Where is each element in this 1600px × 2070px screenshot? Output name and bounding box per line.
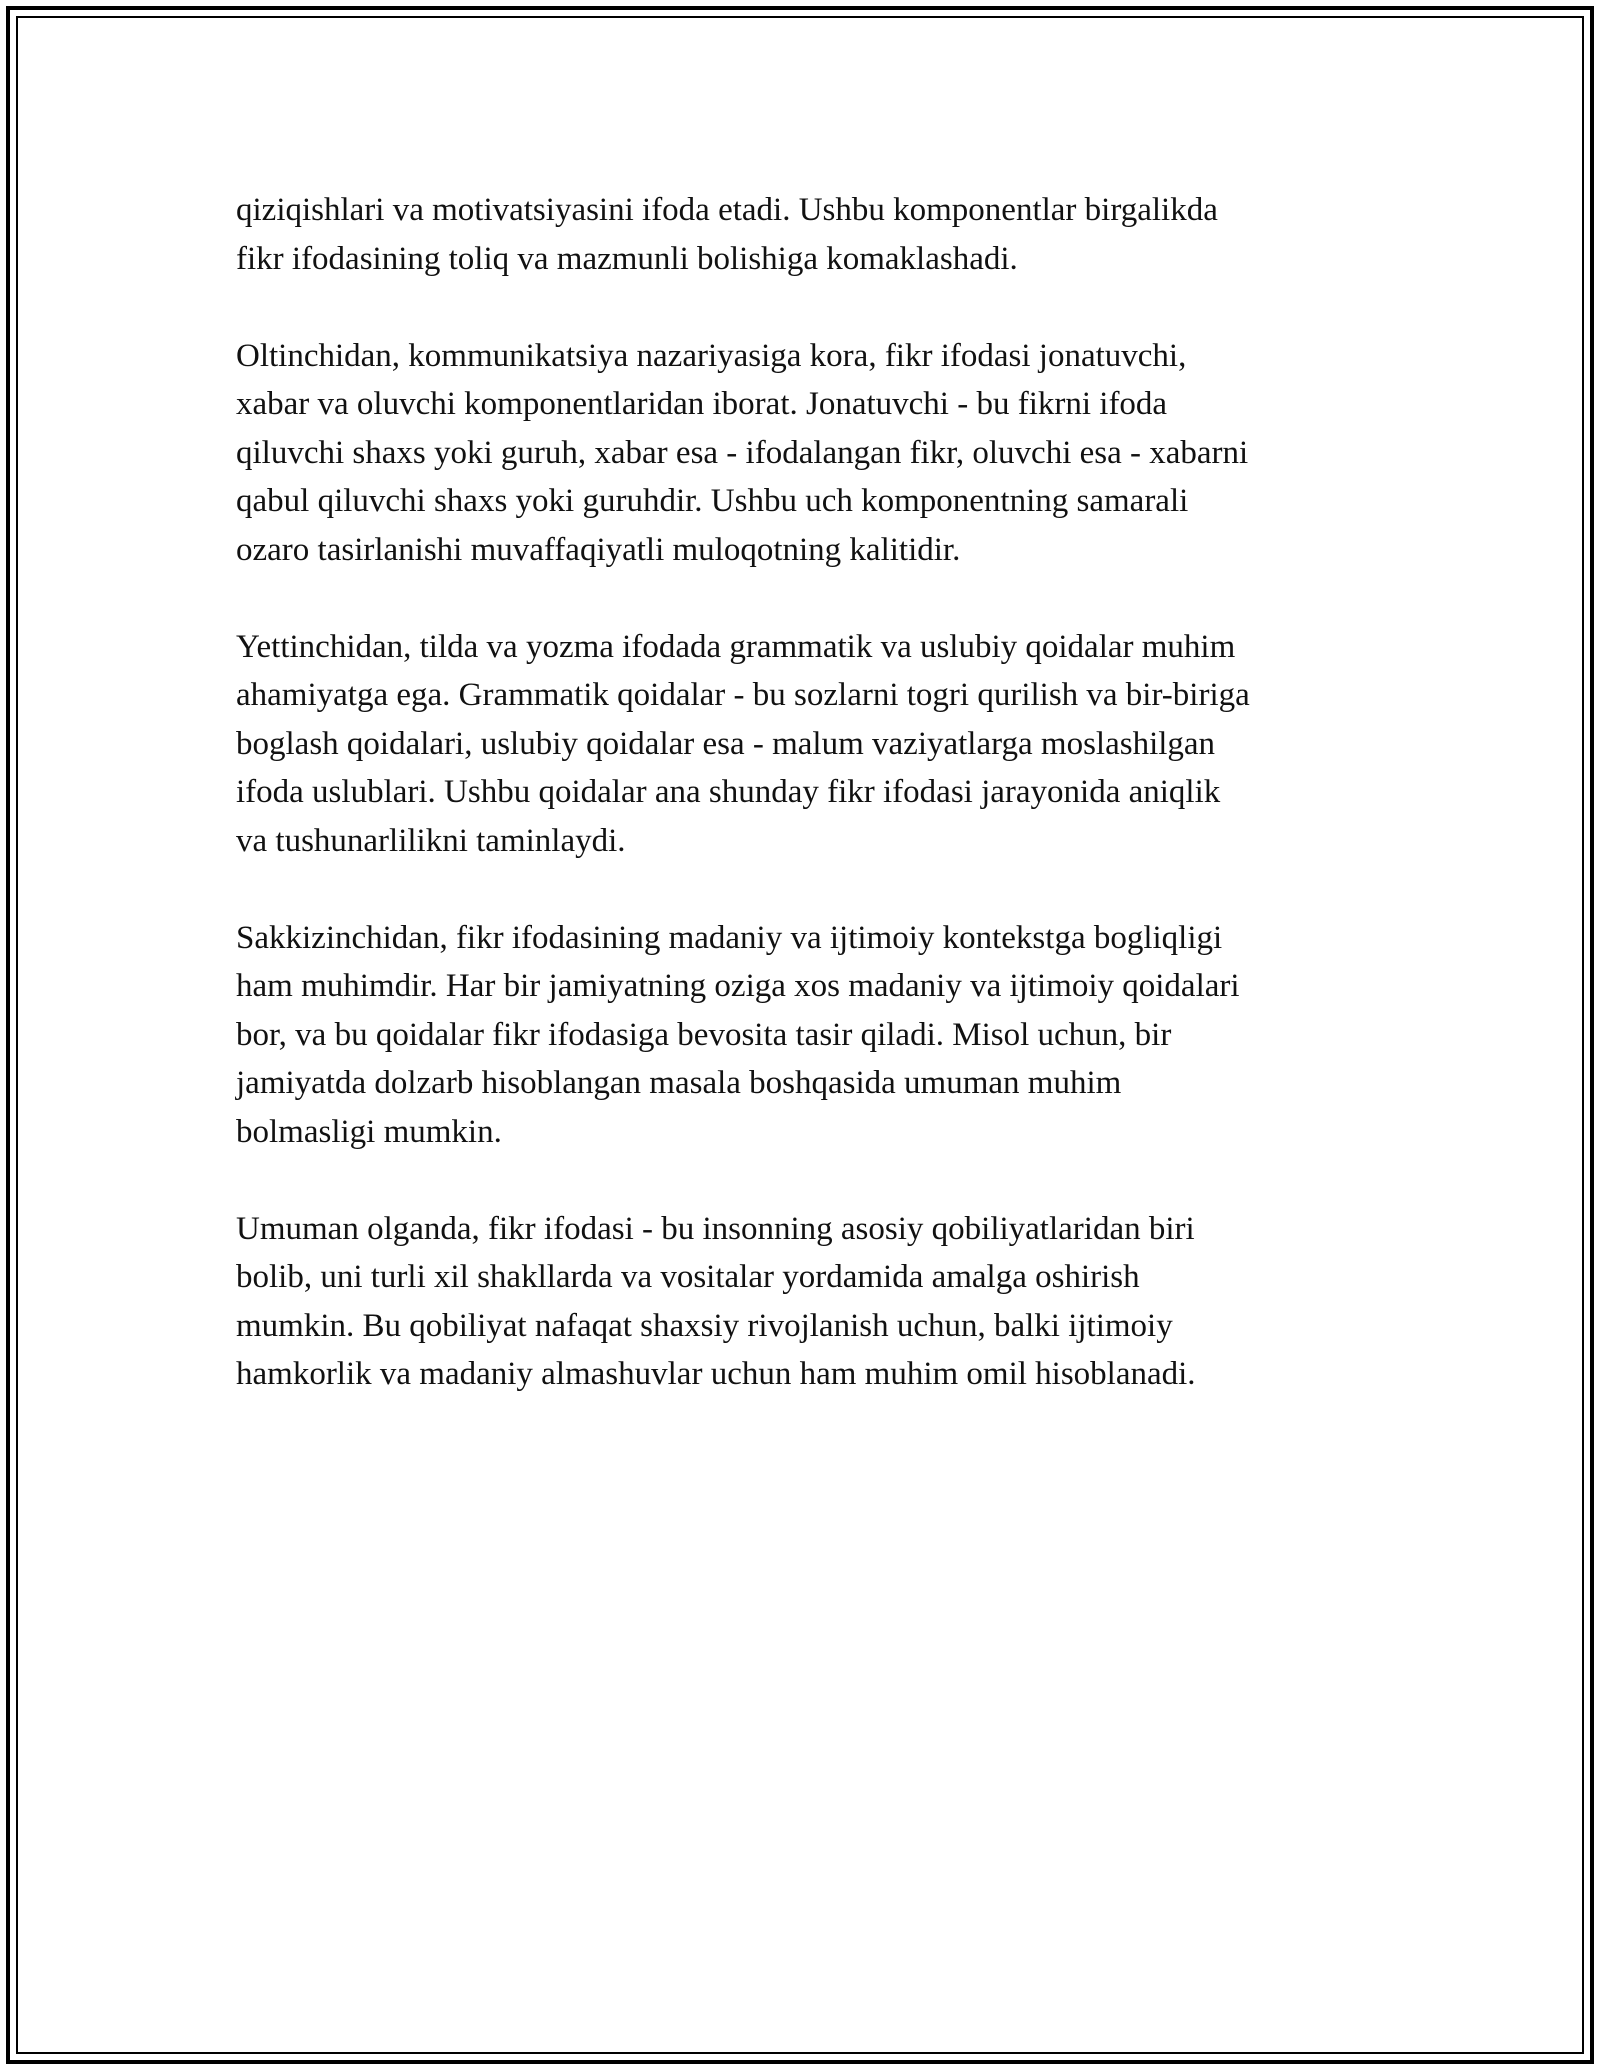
paragraph-2: Oltinchidan, kommunikatsiya nazariyasiga kora, fikr ifodasi jonatuvchi, xabar va oluvchi komponentlaridan iborat. Jonatuvchi - bu fikrni ifoda qiluvchi shaxs yoki guruh, xabar esa - ifodalangan fikr, oluvchi esa - xabarni qabul qiluvchi shaxs yoki guruhdir. Ushbu uch komponentning samarali ozaro tasirlanishi muvaffaqiyatli muloqotning kalitidir.: [236, 337, 1249, 568]
paragraph-1: qiziqishlari va motivatsiyasini ifoda etadi. Ushbu komponentlar birgalikda fikr ifodasining toliq va mazmunli bolishiga komaklashadi.: [236, 192, 1218, 277]
paragraph-5: Umuman olganda, fikr ifodasi - bu insonning asosiy qobiliyatlaridan biri bolib, uni turli xil shakllarda va vositalar yordamida amalga oshirish mumkin. Bu qobiliyat nafaqat shaxsiy rivojlanish uchun, balki ijtimoiy hamkorlik va madaniy almashuvlar uchun ham muhim omil hisoblanadi.: [236, 1210, 1196, 1392]
paragraph-4: Sakkizinchidan, fikr ifodasining madaniy va ijtimoiy kontekstga bogliqligi ham muhimdir. Har bir jamiyatning oziga xos madaniy va ijtimoiy qoidalari bor, va bu qoidalar fikr ifodasiga bevosita tasir qiladi. Misol uchun, bir jamiyatda dolzarb hisoblangan masala boshqasida umuman muhim bolmasligi mumkin.: [236, 919, 1240, 1150]
document-body: [236, 186, 1386, 1447]
paragraph-3: Yettinchidan, tilda va yozma ifodada grammatik va uslubiy qoidalar muhim ahamiyatga ega. Grammatik qoidalar - bu sozlarni togri qurilish va bir-biriga boglash qoidalari, uslubiy qoidalar esa - malum vaziyatlarga moslashilgan ifoda uslublari. Ushbu qoidalar ana shunday fikr ifodasi jarayonida aniqlik va tushunarlilikni taminlaydi.: [236, 628, 1250, 859]
